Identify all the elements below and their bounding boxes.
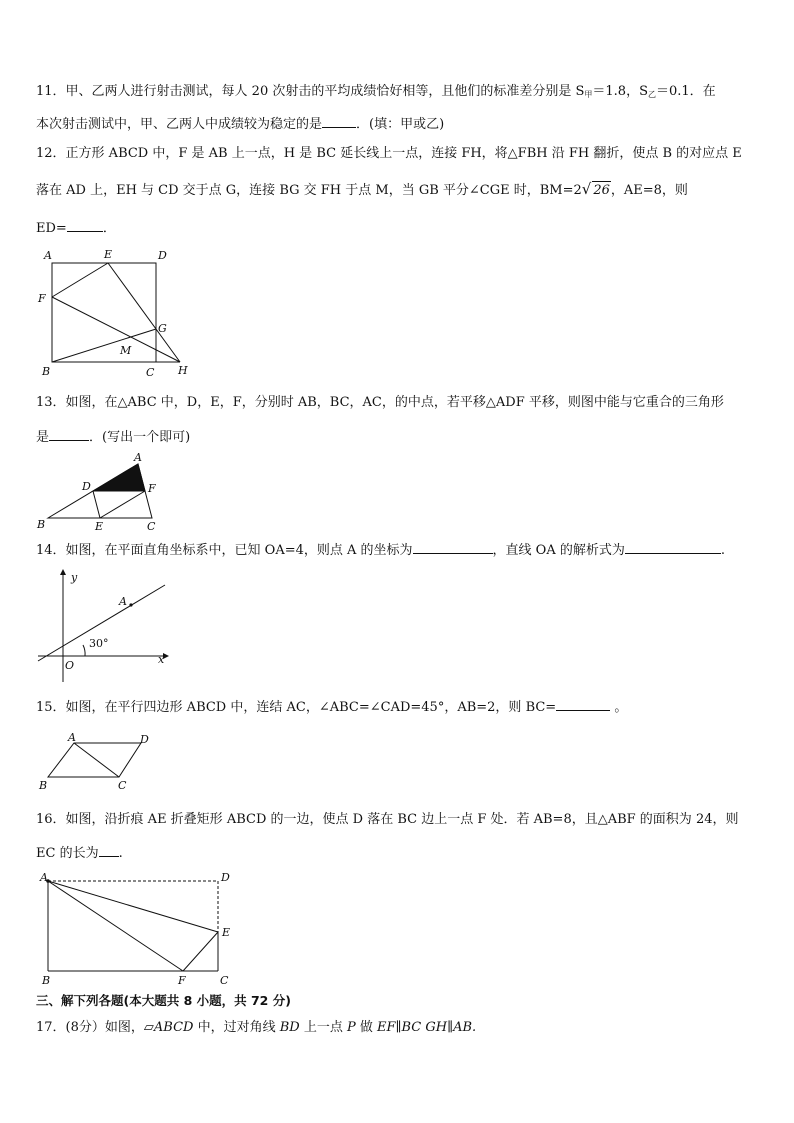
label-d: D — [82, 480, 91, 493]
label-o: O — [65, 659, 75, 672]
label-b: B — [39, 779, 48, 792]
answer-blank-coordinate[interactable] — [413, 540, 493, 554]
segment-eh — [108, 263, 180, 362]
radicand: 26 — [593, 183, 610, 198]
sub-yi: 乙 — [647, 90, 656, 99]
q11-line2: 本次射击测试中，甲、乙两人中成绩较为稳定的是 ．(填：甲或乙) — [36, 114, 444, 134]
label-angle: 30° — [89, 637, 109, 650]
q16-figure — [30, 866, 240, 990]
q14-figure — [30, 565, 180, 685]
label-a: A — [68, 731, 76, 744]
q14-text: 14．如图，在平面直角坐标系中，已知 OA=4，则点 A 的坐标为 ，直线 OA 的解析式为 . — [36, 540, 725, 560]
answer-blank-expression[interactable] — [625, 540, 721, 554]
q13-line2: 是 ．(写出一个即可) — [36, 427, 190, 447]
label-c: C — [147, 520, 156, 533]
segment-fe — [52, 263, 108, 297]
label-g: G — [158, 322, 167, 335]
label-c: C — [146, 366, 155, 379]
label-e: E — [95, 520, 104, 533]
radical-icon: √ — [581, 180, 592, 198]
label-b: B — [37, 518, 46, 531]
q13-figure — [30, 446, 170, 534]
q15-text: 15．如图，在平行四边形 ABCD 中，连结 AC，∠ABC=∠CAD=45°，AB=2，则 BC= 。 — [36, 697, 627, 717]
parallelogram-abcd — [48, 743, 141, 777]
label-a: A — [119, 595, 127, 608]
label-y: y — [71, 571, 78, 584]
label-d: D — [140, 733, 149, 746]
sub-jia: 甲 — [584, 90, 593, 99]
label-f: F — [38, 292, 46, 305]
label-a: A — [44, 249, 52, 262]
answer-blank[interactable] — [322, 114, 356, 128]
q12-line1: 12．正方形 ABCD 中，F 是 AB 上一点，H 是 BC 延长线上一点，连接 FH，将△FBH 沿 FH 翻折，使点 B 的对应点 E — [36, 146, 742, 161]
q16-line1: 16．如图，沿折痕 AE 折叠矩形 ABCD 的一边，使点 D 落在 BC 边上一点 F 处．若 AB=8，且△ABF 的面积为 24，则 — [36, 812, 739, 827]
segment-fe — [183, 932, 218, 971]
section-3-title: 三、解下列各题(本大题共 8 小题，共 72 分) — [36, 993, 291, 1008]
label-f: F — [148, 482, 156, 495]
label-a: A — [40, 871, 48, 884]
q16-line2: EC 的长为 . — [36, 843, 123, 863]
label-f: F — [178, 974, 186, 987]
q12-figure — [30, 244, 195, 380]
fold-ae — [48, 881, 218, 932]
q15-figure — [30, 729, 160, 795]
label-e: E — [222, 926, 231, 939]
answer-blank[interactable] — [49, 427, 89, 441]
label-x: x — [158, 653, 165, 666]
label-d: D — [221, 871, 230, 884]
label-e: E — [104, 248, 113, 261]
answer-blank[interactable] — [99, 843, 119, 857]
label-h: H — [178, 364, 188, 377]
segment-de — [93, 491, 100, 518]
square-abcd — [52, 263, 156, 362]
label-m: M — [120, 344, 132, 357]
q11-line1: 11．甲、乙两人进行射击测试，每人 20 次射击的平均成绩恰好相等，且他们的标准差分别是 $S_甲=1.8$，$S_乙=0.1$．在 — [36, 84, 716, 99]
q12-line3: ED= ． — [36, 218, 116, 238]
segment-ef — [100, 491, 145, 518]
answer-blank[interactable] — [556, 697, 610, 711]
q17-text: 17．(8分）如图，▱ABCD 中，过对角线 BD 上一点 P 做 EF∥BC GH∥AB. — [36, 1020, 477, 1035]
answer-blank[interactable] — [67, 218, 103, 232]
label-b: B — [42, 974, 51, 987]
label-b: B — [42, 365, 51, 378]
diagonal-ac — [74, 743, 119, 777]
q12-line2: 落在 AD 上，EH 与 CD 交于点 G，连接 BG 交 FH 于点 M，当 GB 平分∠CGE 时，BM=2√ 26，AE=8，则 — [36, 180, 688, 198]
label-a: A — [134, 451, 142, 464]
label-c: C — [118, 779, 127, 792]
segment-bg — [52, 329, 156, 362]
triangle-adf-shaded — [93, 464, 145, 491]
label-d: D — [158, 249, 167, 262]
angle-arc — [83, 645, 85, 656]
point-a — [129, 603, 132, 606]
q13-line1: 13．如图，在△ABC 中，D，E，F，分别时 AB，BC，AC，的中点，若平移△ADF 平移，则图中能与它重合的三角形 — [36, 395, 724, 410]
segment-af — [48, 881, 183, 971]
label-c: C — [220, 974, 229, 987]
